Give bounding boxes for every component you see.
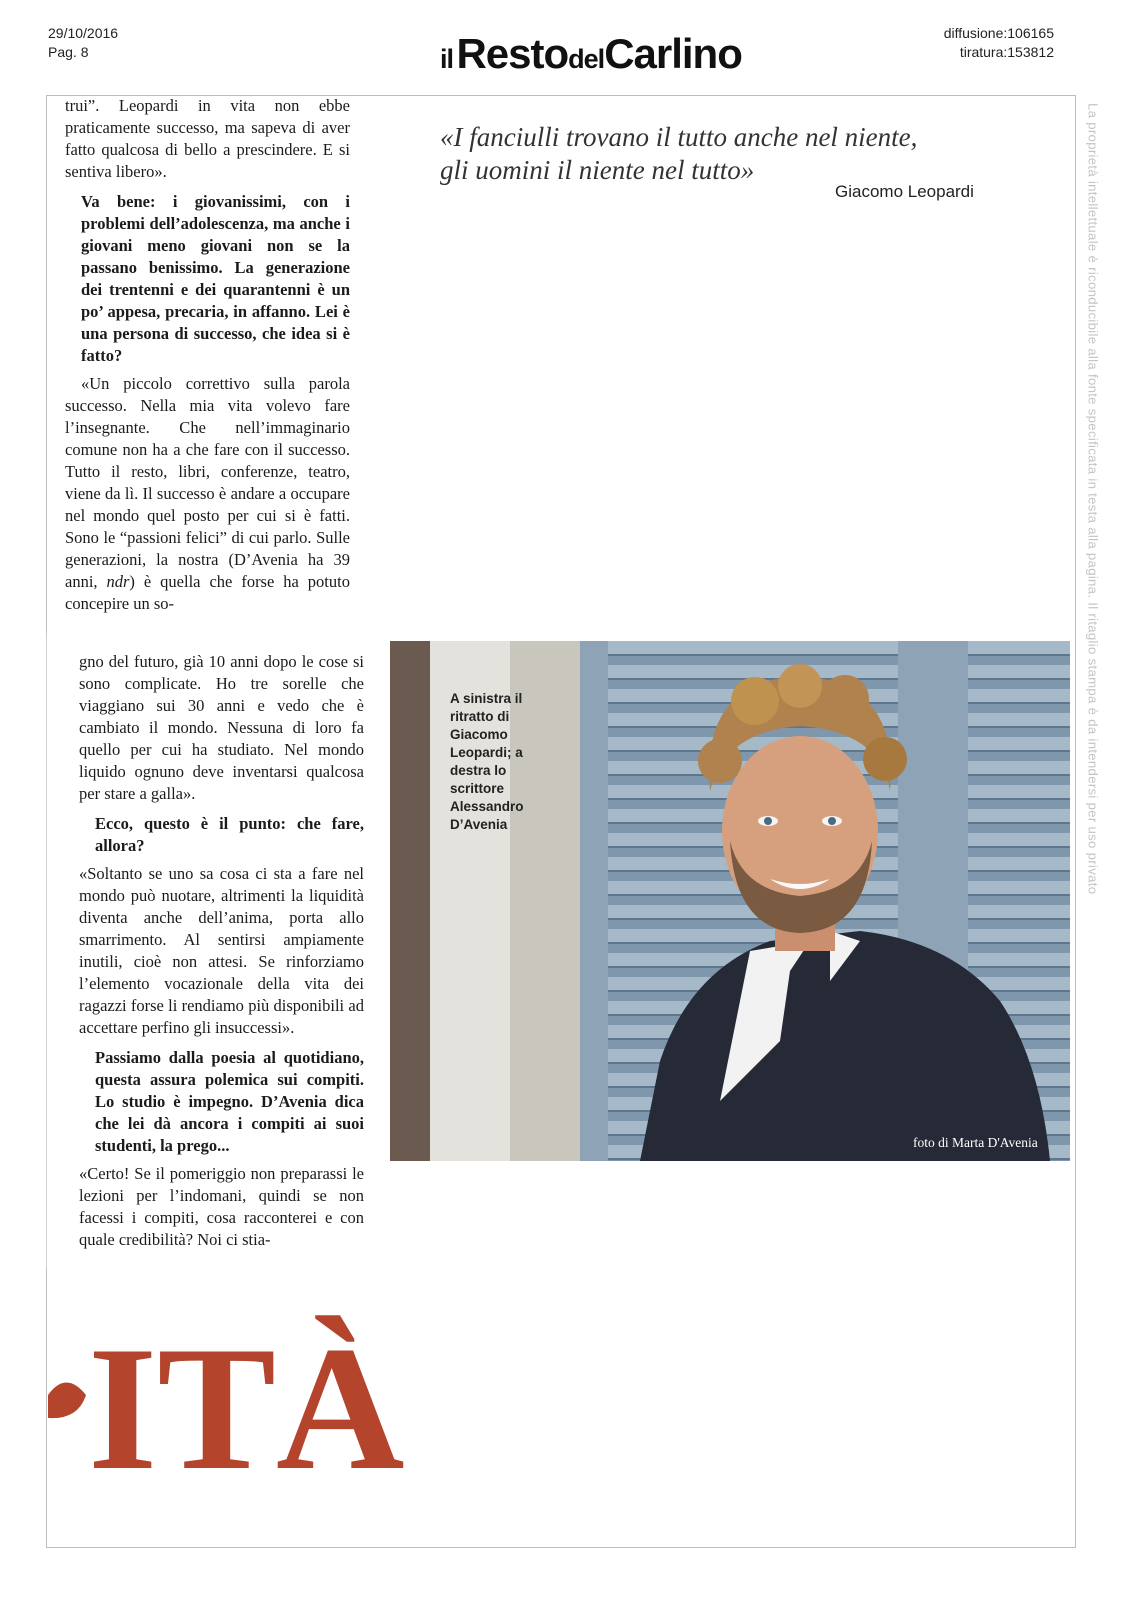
- paragraph: [65, 373, 350, 615]
- date: 29/10/2016: [48, 25, 119, 41]
- column-divider: [46, 633, 47, 1268]
- caption-line: scrittore: [450, 781, 505, 796]
- headline-text: ITÀ: [88, 1309, 405, 1485]
- headline-fragment-graphic: [48, 1300, 428, 1485]
- interview-question: Ecco, questo è il punto: che fare, allora?: [95, 814, 364, 855]
- pull-quote: [440, 121, 917, 187]
- quote-line: «I fanciulli trovano il tutto anche nel niente,: [440, 122, 918, 152]
- article-column-2: [79, 651, 364, 1251]
- page-meta: [48, 24, 118, 62]
- headline-fragment: [48, 1300, 428, 1485]
- ndr-note: ndr: [106, 572, 130, 591]
- paragraph: gno del futuro, già 10 anni dopo le cose si sono complicate. Ho tre sorelle che viaggiano sui 30 anni e vedo che è cambiato il mondo. Nessuna di loro fa quello per cui ha studiato. Nel mondo liquido ognuno deve inventarsi qualcosa per stare a galla».: [79, 652, 364, 803]
- paragraph: trui”. Leopardi in vita non ebbe praticamente successo, ma sapeva di aver fatto qualcosa di bello a prescindere. E si sentiva libero».: [65, 96, 350, 181]
- caption-line: Leopardi; a: [450, 745, 523, 760]
- article-column-1: [65, 95, 350, 615]
- masthead-il: il: [440, 44, 454, 74]
- caption-line: Giacomo: [450, 727, 508, 742]
- circulation-info: [944, 24, 1054, 62]
- paragraph: «Certo! Se il pomeriggio non preparassi le lezioni per l’indomani, quindi se non facessi i compiti, cosa racconterei e con quale credibilità? Noi ci stia-: [79, 1164, 364, 1249]
- caption-line: Alessandro: [450, 799, 524, 814]
- caption-line: A sinistra il: [450, 691, 523, 706]
- interview-question: Va bene: i giovanissimi, con i problemi dell’adolescenza, ma anche i giovani meno giovani non se la passano benissimo. La generazione dei trentenni e dei quarantenni è un po’ appesa, precaria, in affanno. Lei è una persona di successo, che idea si è fatto?: [81, 192, 350, 365]
- quote-author: Giacomo Leopardi: [835, 182, 974, 201]
- masthead-resto: Resto: [456, 30, 569, 77]
- masthead-carlino: Carlino: [604, 30, 742, 77]
- quote-line: gli uomini il niente nel tutto»: [440, 155, 755, 185]
- photo-caption: [450, 690, 524, 834]
- copyright-watermark: [1081, 103, 1105, 973]
- photo-credit: foto di Marta D'Avenia: [913, 1135, 1038, 1150]
- page-number: Pag. 8: [48, 44, 89, 60]
- partial-glyph: [48, 1383, 86, 1419]
- interview-question: Passiamo dalla poesia al quotidiano, questa assura polemica sui compiti. Lo studio è impegno. D’Avenia dica che lei dà ancora i compiti ai suoi studenti, la prego...: [95, 1048, 364, 1155]
- tiratura: tiratura:153812: [959, 44, 1054, 60]
- paragraph: «Soltanto se uno sa cosa ci sta a fare nel mondo può nuotare, altrimenti la liquidità diventa anche dell’anima, porta allo smarrimento. Al sentirsi ampiamente inutili, cioè non attesi. Se rinforziamo l’elemento vocazionale della vita dei ragazzi forse li rendiamo più disponibili ad accettare perfino gli insuccessi».: [79, 864, 364, 1037]
- newspaper-masthead: [440, 30, 742, 78]
- caption-line: destra lo: [450, 763, 507, 778]
- masthead-del: del: [568, 44, 605, 74]
- paragraph-part: ) è quella che forse ha potuto concepire un so-: [65, 572, 350, 613]
- caption-line: ritratto di: [450, 709, 510, 724]
- caption-line: D’Avenia: [450, 817, 508, 832]
- diffusione: diffusione:106165: [943, 25, 1054, 41]
- paragraph-part: «Un piccolo correttivo sulla parola successo. Nella mia vita volevo fare l’insegnante. Che nell’immaginario comune non ha a che fare con il successo. Tutto il resto, libri, conferenze, teatro, viene da lì. Il successo è andare a occupare nel mondo quel posto per cui si è fatti. Sono le “passioni felici” di cui parlo. Sulle generazioni, la nostra (D’Avenia ha 39 anni,: [65, 374, 350, 591]
- watermark-text: La proprietà intellettuale è riconducibile alla fonte specificata in testa alla pagina. Il ritaglio stampa è da intendersi per uso privato: [1085, 103, 1101, 895]
